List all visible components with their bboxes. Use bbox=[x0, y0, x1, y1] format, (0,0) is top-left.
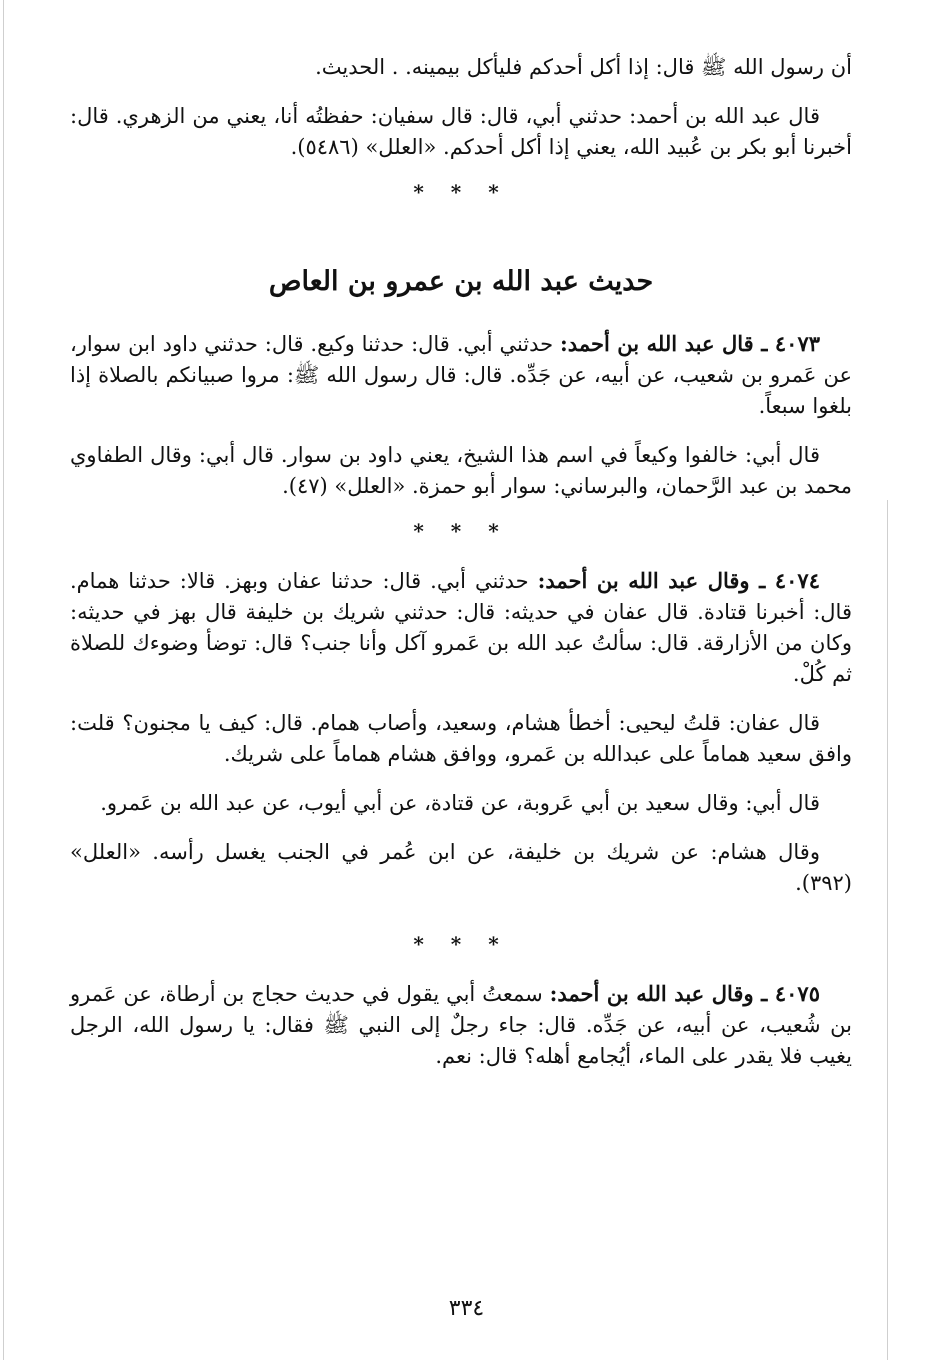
hadith-4074-lead: ٤٠٧٤ ـ وقال عبد الله بن أحمد: bbox=[537, 568, 820, 593]
paragraph-4073-commentary: قال أبي: خالفوا وكيعاً في اسم هذا الشيخ، يعني داود بن سوار. قال أبي: وقال الطفاوي محمد بن عبد الرَّحمان، والبرساني: سوار أبو حمزة. «العلل» (٤٧). bbox=[70, 443, 852, 498]
paragraph-4074-abi: قال أبي: وقال سعيد بن أبي عَروبة، عن قتادة، عن أبي أيوب، عن عبد الله بن عَمرو. bbox=[100, 791, 820, 815]
paragraph-4074-affan: قال عفان: قلتُ ليحيى: أخطأ هشام، وسعيد، وأصاب همام. قال: كيف يا مجنون؟ قلت: وافق سعيد هماماً على عبدالله بن عَمرو، ووافق هشام هماماً على شريك. bbox=[70, 711, 852, 766]
separator-stars: * * * bbox=[413, 932, 509, 956]
scan-line-left bbox=[3, 0, 4, 1360]
hadith-4075 bbox=[70, 978, 852, 1072]
paragraph-4074-hisham: وقال هشام: عن شريك بن خليفة، عن ابن عُمر في الجنب يغسل رأسه. «العلل» (٣٩٢). bbox=[70, 840, 852, 895]
separator-stars: * * * bbox=[413, 519, 509, 543]
document-page bbox=[70, 52, 852, 1072]
separator-stars: * * * bbox=[413, 180, 509, 204]
hadith-4073-text: حدثني أبي. قال: حدثنا وكيع. قال: حدثني داود ابن سوار، عن عَمرو بن شعيب، عن أبيه، عن جَدِّه. قال: قال رسول الله ﷺ: مروا صبيانكم بالصلاة إذا بلغوا سبعاً. bbox=[70, 332, 852, 418]
hadith-4075-lead: ٤٠٧٥ ـ وقال عبد الله بن أحمد: bbox=[549, 981, 820, 1006]
paragraph-ilal-5486: قال عبد الله بن أحمد: حدثني أبي، قال: قال سفيان: حفظتُه أنا، يعني من الزهري. قال: أخبرنا أبو بكر بن عُبيد الله، يعني إذا أكل أحدكم. «العلل» (٥٤٨٦). bbox=[70, 104, 852, 159]
scan-line-right bbox=[887, 500, 888, 1360]
section-heading: حديث عبد الله بن عمرو بن العاص bbox=[268, 266, 654, 297]
hadith-4073-lead: ٤٠٧٣ ـ قال عبد الله بن أحمد: bbox=[560, 331, 821, 356]
hadith-4075-text: سمعتُ أبي يقول في حديث حجاج بن أرطاة، عن عَمرو بن شُعيب، عن أبيه، عن جَدِّه. قال: جاء رجلٌ إلى النبي ﷺ فقال: يا رسول الله، الرجل يغيب فلا يقدر على الماء، أيُجامع أهله؟ قال: نعم. bbox=[70, 982, 852, 1068]
hadith-4073 bbox=[70, 328, 852, 422]
hadith-4074-text: حدثني أبي. قال: حدثنا عفان وبهز. قالا: حدثنا همام. قال: أخبرنا قتادة. قال عفان في حديثه: قال: حدثني شريك بن خليفة قال بهز في حديثه: وكان من الأزارقة. قال: سألتُ عبد الله بن عَمرو آكل وأنا جنب؟ قال: توضأ وضوءك للصلاة ثم كُلْ. bbox=[70, 569, 852, 686]
paragraph-hadith-end: أن رسول الله ﷺ قال: إذا أكل أحدكم فليأكل بيمينه. . الحديث. bbox=[315, 55, 852, 79]
hadith-4074 bbox=[70, 565, 852, 690]
page-number: ٣٣٤ bbox=[448, 1296, 485, 1321]
